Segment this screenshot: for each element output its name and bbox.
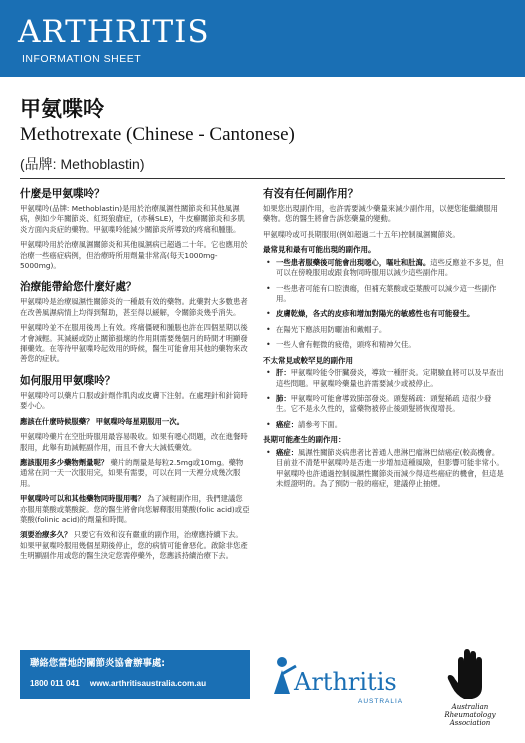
list-item: • 皮膚乾燥，各式的皮疹和增加對陽光的敏感性也有可能發生。 — [266, 309, 475, 319]
bullet-icon: • — [266, 394, 271, 404]
bullet-icon: • — [266, 340, 271, 350]
brand-subtitle: INFORMATION SHEET — [22, 53, 142, 65]
qa-when — [20, 417, 250, 427]
bullet-icon: • — [266, 309, 271, 319]
contact-band — [20, 650, 250, 699]
page-title: 甲氨喋呤 — [20, 97, 104, 121]
section-paragraph: 甲氨喋呤(品牌: Methoblastin)是用於治療風濕性關節炎和其他風濕病，例如少年關節炎、紅斑狼瘡症，(亦稱SLE)，牛皮癬關節炎和多肌炎方面內炎症的藥物。甲氨喋呤能減少關節炎所導致的疼痛和腫脹。 — [20, 204, 245, 234]
subheading-common: 最常見和最有可能出現的副作用。 — [263, 245, 376, 255]
list-item: • 一些患者服藥後可能會出現噁心，嘔吐和肚瀉。這些反應並不多見，但可以在傍晚服用或跟食物同時服用以減少這些副作用。 — [266, 257, 504, 278]
answer-text: 藥片的劑量是每粒2.5mg或10mg。藥物通常在同一天一次服用完，如果有需要，可以在同一天裡分成幾次服用。 — [20, 457, 244, 488]
section-paragraph: 甲氨喋呤藥片在空肚時服用最容易吸收。如果有噁心問題，改在進餐時服用，此舉有助減輕副作用，而且不會大大減低藥效。 — [20, 432, 248, 452]
bullet-icon: • — [266, 447, 271, 457]
qa-duration — [20, 530, 250, 561]
long-term-effects-list — [263, 448, 505, 490]
section-paragraph: 甲氨喋呤用於治療風濕關節炎和其他風濕病已超過二十年。它也應用於治療一些癌症病例，但治療時所用劑量非常高(每天1000mg-5000mg)。 — [20, 240, 248, 271]
section-paragraph: 甲氨喋呤或可長期服用(例如超過二十五年)控制風濕關節炎。 — [263, 229, 460, 239]
brand-line: (品牌: Methoblastin) — [20, 156, 145, 172]
list-item: • 一些患者可能有口腔潰瘍，但補充葉酸或亞葉酸可以減少這一些副作用。 — [266, 283, 497, 304]
hand-silhouette-icon — [448, 649, 482, 699]
association-line-1: Australian — [451, 703, 489, 711]
right-column — [263, 188, 505, 495]
title-divider — [20, 178, 505, 179]
website-link[interactable]: www.arthritisaustralia.com.au — [89, 679, 207, 688]
header-band — [0, 0, 525, 77]
bullet-icon: • — [266, 324, 271, 334]
logo-word: Arthritis — [294, 668, 397, 696]
arthritis-australia-logo — [270, 648, 420, 708]
subheading-long-term: 長期可能產生的副作用： — [263, 435, 346, 445]
logo-graphic — [270, 648, 420, 708]
bullet-icon: • — [266, 368, 271, 378]
question-label: 須要治療多久？ — [20, 530, 72, 540]
answer-lead: 甲氨喋呤每星期服用一次。 — [95, 416, 184, 426]
section-paragraph: 甲氨喋呤是治療風濕性關節炎的一種最有效的藥物。此藥對大多數患者在改善風濕病情上均得到幫助，甚至得以緩解，令關節炎幾乎消失。 — [20, 297, 248, 317]
answer-text: 只要它有效和沒有嚴重的副作用，治療應持續下去。如果甲氨喋呤服用幾個星期後停止，您的病情可能會惡化。啟除非您產生明顯副作用或您的醫生決定您需停藥外，您應該持續治療下去。 — [20, 530, 248, 561]
section-heading-how: 如何服用甲氨喋呤？ — [20, 374, 116, 387]
page-subtitle: Methotrexate (Chinese - Cantonese) — [20, 124, 295, 145]
rheumatology-association-logo — [430, 643, 510, 728]
brand-title: ARTHRITIS — [18, 14, 210, 50]
association-emblem — [430, 643, 510, 728]
list-item: • 肺：甲氨喋呤可能會導致肺部發炎。頭髮稀疏：頭髮稀疏 這很少發生。它不是永久性的，當藥物被停止後頭髮將恢復增長。 — [266, 394, 492, 414]
qa-dose — [20, 458, 250, 489]
logo-sub: AUSTRALIA — [358, 698, 404, 705]
question-label: 應該服用多少藥物劑量呢？ — [20, 457, 109, 467]
list-item: • 癌症：風濕性關節炎病患者比普通人患淋巴瘤淋巴結癌症(較高機會。目前並不清楚甲氨喋呤是否進一步增加這種風險，但影響可能非常小。甲氨喋呤也許通過控制風濕性關節炎而減少得這些癌症的機會，但這是未經證明的。為了預防一般的癌症，建議停止抽煙。 — [266, 447, 504, 489]
question-label: 應該在什麼時候服藥？ — [20, 416, 94, 426]
answer-text: 為了減輕副作用，我們建議您亦服用葉酸或葉酸錠。您的醫生將會向您解釋服用葉酸(folic acid)或亞葉酸(folinic acid)的劑量和時間。 — [20, 494, 250, 524]
section-paragraph: 甲氨喋呤可以藥片口服或針劑作肌肉或皮膚下注射。在處理針和針筒時要小心。 — [20, 390, 248, 411]
rare-effects-list — [263, 368, 505, 430]
subheading-rare: 不太常見或較罕見的副作用 — [263, 355, 353, 365]
association-line-2: Rheumatology — [444, 711, 496, 719]
person-figure-icon — [274, 657, 296, 694]
qa-other-drugs — [20, 494, 250, 525]
phone-number: 1800 011 041 — [30, 679, 80, 688]
left-column — [20, 188, 250, 567]
section-heading-what: 什麼是甲氨喋呤？ — [20, 188, 105, 200]
section-paragraph: 如果您出現副作用，也許需要減少藥量來減少副作用，以便您能繼續服用藥物。您的醫生將會告訴您藥量的變動。 — [263, 204, 499, 224]
association-line-3: Association — [449, 719, 491, 727]
list-item: • 肝：甲氨喋呤能令肝臟發炎，導致一種肝炎。定期驗血將可以及早查出這些問題。甲氨喋呤藥量也許需要減少或被停止。 — [266, 368, 504, 388]
section-paragraph: 甲氨喋呤並不在服用後馬上有效。疼痛僵硬和腫脹也許在四個星期以後才會減輕。其減緩或防止關節損壞的作用則需要幾個月的時間才明顯發揮藥效。在等待甲氨喋呤起效用的時候，醫生可能會用其他的藥物來改善您的症狀。 — [20, 323, 248, 364]
section-heading-benefits: 治療能帶給您什麼好處？ — [20, 281, 137, 294]
common-effects-list — [263, 258, 505, 351]
list-item: • 癌症：請參考下面。 — [266, 419, 343, 429]
contact-line — [30, 679, 240, 688]
bullet-icon: • — [266, 257, 271, 267]
section-heading-side-effects: 有沒有任何副作用？ — [263, 188, 359, 200]
contact-heading: 聯絡您當地的關節炎協會辦事處: — [30, 658, 166, 669]
bullet-icon: • — [266, 419, 271, 429]
bullet-icon: • — [266, 283, 271, 293]
question-label: 甲氨喋呤可以和其他藥物同時服用嗎？ — [20, 494, 145, 504]
list-item: • 在陽光下應該用防曬油和戴帽子。 — [266, 324, 387, 334]
list-item: • 一些人會有輕微的疲倦，頭疼和精神欠佳。 — [266, 340, 416, 350]
